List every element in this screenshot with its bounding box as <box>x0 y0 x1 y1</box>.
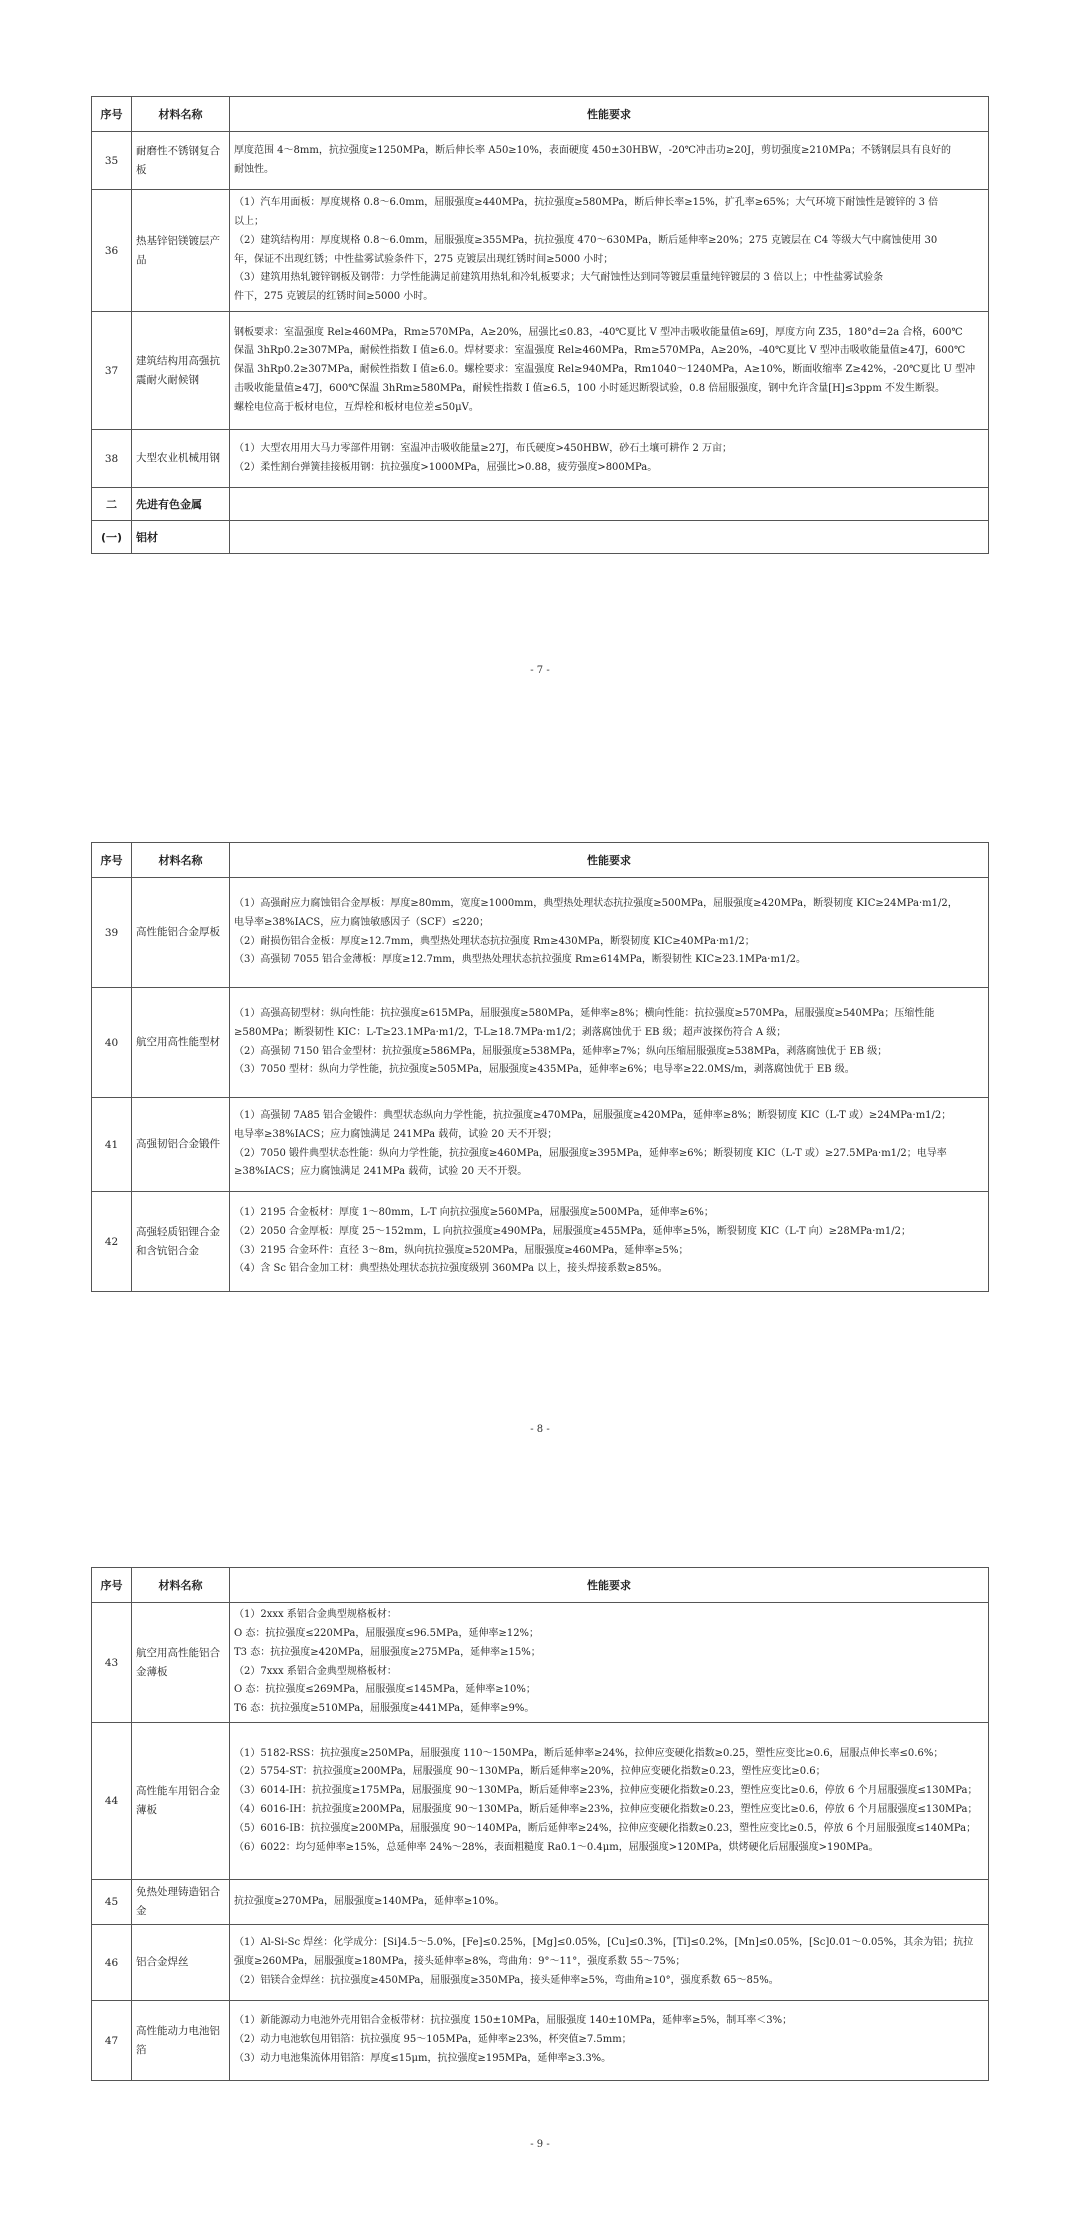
table-row <box>92 430 989 488</box>
requirement-line: （1）2195 合金板材：厚度 1～80mm，L-T 向抗拉强度≥560MPa，屈服强度≥500MPa，延伸率≥6%； <box>234 1206 714 1218</box>
material-name: 建筑结构用高强抗震耐火耐候钢 <box>132 312 230 430</box>
requirement-line: （4）含 Sc 铝合金加工材：典型热处理状态抗拉强度级别 360MPa 以上，接头焊接系数≥85%。 <box>234 1263 668 1275</box>
requirement-line: 保温 3hRp0.2≥307MPa，耐候性指数 I 值≥6.0。螺栓要求：室温强度 Rel≥940MPa，Rm1040～1240MPa，A≥10%，断面收缩率 Z≥42%，-20℃夏比 U 型冲 <box>234 364 976 376</box>
table-row <box>92 312 989 430</box>
table-row <box>92 1723 989 1880</box>
requirement-line: （3）2195 合金环件：直径 3～8m，纵向抗拉强度≥520MPa，屈服强度≥460MPa，延伸率≥5%； <box>234 1244 689 1256</box>
requirement-line: 电导率≥38%IACS，应力腐蚀敏感因子（SCF）≤220； <box>234 916 490 928</box>
table-row <box>92 2001 989 2081</box>
page-number: - 7 - <box>530 665 550 676</box>
row-number: 43 <box>92 1603 132 1723</box>
performance-requirement <box>230 988 989 1098</box>
row-number: 45 <box>92 1880 132 1925</box>
row-number: 47 <box>92 2001 132 2081</box>
requirement-line: O 态：抗拉强度≤269MPa，屈服强度≤145MPa，延伸率≥10%； <box>234 1684 536 1696</box>
requirement-line: （2）7050 锻件典型状态性能：纵向力学性能，抗拉强度≥460MPa，屈服强度≥395MPa，延伸率≥6%；断裂韧度 KIC（L-T 或）≥27.5MPa·m1/2；电导率 <box>234 1147 947 1159</box>
requirement-line: （3）动力电池集流体用铝箔：厚度≤15μm，抗拉强度≥195MPa，延伸率≥3.3%。 <box>234 2052 612 2064</box>
requirement-line: 厚度范围 4～8mm，抗拉强度≥1250MPa，断后伸长率 A50≥10%，表面硬度 450±30HBW，-20℃冲击功≥20J，剪切强度≥210MPa；不锈钢层具有良好的 <box>234 144 951 156</box>
requirement-line: 钢板要求：室温强度 Rel≥460MPa，Rm≥570MPa，A≥20%，屈强比≤0.83，-40℃夏比 V 型冲击吸收能量值≥69J，厚度方向 Z35，180°d=2a 合格，600℃ <box>234 326 963 338</box>
row-number: 39 <box>92 878 132 988</box>
row-number: 41 <box>92 1098 132 1192</box>
table-row <box>92 132 989 190</box>
requirement-line: （6）6022：均匀延伸率≥15%，总延伸率 24%～28%，表面粗糙度 Ra0.1～0.4μm，屈服强度>120MPa，烘烤硬化后屈服强度>190MPa。 <box>234 1841 879 1853</box>
section-row <box>92 521 989 554</box>
table-header-row <box>92 1568 989 1603</box>
row-number: 37 <box>92 312 132 430</box>
row-number: 35 <box>92 132 132 190</box>
performance-requirement <box>230 1098 989 1192</box>
material-name: 铝材 <box>132 521 230 554</box>
table-row <box>92 1880 989 1925</box>
requirement-line: （2）高强韧 7150 铝合金型材：抗拉强度≥586MPa，屈服强度≥538MPa，延伸率≥7%；纵向压缩屈服强度≥538MPa，剥落腐蚀优于 EB 级； <box>234 1045 888 1057</box>
requirement-line: 抗拉强度≥270MPa，屈服强度≥140MPa，延伸率≥10%。 <box>234 1895 505 1907</box>
material-name: 航空用高性能型材 <box>132 988 230 1098</box>
requirement-line: （2）2050 合金厚板：厚度 25～152mm，L 向抗拉强度≥490MPa，屈服强度≥455MPa，延伸率≥5%，断裂韧度 KIC（L-T 向）≥28MPa·m1/2； <box>234 1225 912 1237</box>
requirement-line: 保温 3hRp0.2≥307MPa，耐候性指数 I 值≥6.0。焊材要求：室温强度 Rel≥460MPa，Rm≥570MPa，A≥20%，-40℃夏比 V 型冲击吸收能量值≥47J，600℃ <box>234 345 966 357</box>
row-number: 46 <box>92 1925 132 2001</box>
material-name: 铝合金焊丝 <box>132 1925 230 2001</box>
performance-requirement <box>230 521 989 554</box>
material-name: 航空用高性能铝合金薄板 <box>132 1603 230 1723</box>
performance-requirement <box>230 190 989 312</box>
requirement-line: （3）高强韧 7055 铝合金薄板：厚度≥12.7mm，典型热处理状态抗拉强度 Rm≥614MPa，断裂韧性 KIC≥23.1MPa·m1/2。 <box>234 954 807 966</box>
material-name: 高性能动力电池铝箔 <box>132 2001 230 2081</box>
performance-requirement <box>230 1723 989 1880</box>
requirement-line: （4）6016-IH：抗拉强度≥200MPa，屈服强度 90～130MPa，断后延伸率≥23%，拉伸应变硬化指数≥0.23，塑性应变比≥0.6，停放 6 个月屈服强度≤130MPa； <box>234 1804 978 1815</box>
requirement-line: （5）6016-IB：抗拉强度≥200MPa，屈服强度 90～140MPa，断后延伸率≥24%，拉伸应变硬化指数≥0.23，塑性应变比≥0.5，停放 6 个月屈服强度≤140MPa； <box>234 1822 977 1834</box>
requirement-line: （2）耐损伤铝合金板：厚度≥12.7mm，典型热处理状态抗拉强度 Rm≥430MPa，断裂韧度 KIC≥40MPa·m1/2； <box>234 935 755 947</box>
requirement-line: （2）5754-ST：抗拉强度≥200MPa，屈服强度 90～130MPa，断后延伸率≥20%，拉伸应变硬化指数≥0.23，塑性应变比≥0.6； <box>234 1766 826 1778</box>
requirements-table <box>91 842 989 1292</box>
row-number: 44 <box>92 1723 132 1880</box>
performance-requirement <box>230 878 989 988</box>
table-header-row <box>92 843 989 878</box>
material-name: 高性能车用铝合金薄板 <box>132 1723 230 1880</box>
section-row <box>92 488 989 521</box>
requirement-line: 年，保证不出现红锈；中性盐雾试验条件下，275 克镀层出现红锈时间≥5000 小时； <box>234 253 614 265</box>
requirement-line: 击吸收能量值≥47J，600℃保温 3hRm≥580MPa，耐候性指数 I 值≥6.5，100 小时延迟断裂试验，0.8 倍屈服强度，钢中允许含量[H]≤3ppm 不发生断裂。 <box>234 382 945 394</box>
requirement-line: 件下，275 克镀层的红锈时间≥5000 小时。 <box>234 291 434 303</box>
material-name: 大型农业机械用钢 <box>132 430 230 488</box>
requirement-line: 强度≥260MPa，屈服强度≥180MPa，接头延伸率≥8%，弯曲角：9°～11°，强度系数 55～75%； <box>234 1956 686 1968</box>
requirement-line: （1）高强耐应力腐蚀铝合金厚板：厚度≥80mm，宽度≥1000mm，典型热处理状态抗拉强度≥500MPa，屈服强度≥420MPa，断裂韧度 KIC≥24MPa·m1/2， <box>234 897 958 909</box>
material-name: 耐磨性不锈钢复合板 <box>132 132 230 190</box>
performance-requirement <box>230 132 989 190</box>
performance-requirement <box>230 1880 989 1925</box>
row-number: (一) <box>92 521 132 554</box>
requirement-line: 以上； <box>234 215 264 227</box>
page-number: - 8 - <box>530 1424 550 1435</box>
requirement-line: （1）高强韧 7A85 铝合金锻件：典型状态纵向力学性能，抗拉强度≥470MPa，屈服强度≥420MPa，延伸率≥8%；断裂韧度 KIC（L-T 或）≥24MPa·m1/2； <box>234 1109 952 1121</box>
row-number: 38 <box>92 430 132 488</box>
table-row <box>92 878 989 988</box>
material-name: 免热处理铸造铝合金 <box>132 1880 230 1925</box>
requirement-line: （1）高强高韧型材：纵向性能：抗拉强度≥615MPa，屈服强度≥580MPa，延伸率≥8%；横向性能：抗拉强度≥570MPa，屈服强度≥540MPa；压缩性能 <box>234 1007 935 1019</box>
performance-requirement <box>230 1192 989 1292</box>
requirement-line: （1）2xxx 系铝合金典型规格板材： <box>234 1609 397 1621</box>
material-name: 先进有色金属 <box>132 488 230 521</box>
col-header-name: 材料名称 <box>132 843 230 878</box>
row-number: 二 <box>92 488 132 521</box>
performance-requirement <box>230 2001 989 2081</box>
row-number: 40 <box>92 988 132 1098</box>
requirement-line: （1）Al-Si-Sc 焊丝：化学成分：[Si]4.5～5.0%，[Fe]≤0.25%，[Mg]≤0.05%，[Cu]≤0.3%，[Ti]≤0.2%，[Mn]≤0.05%，[Sc]0.01～0.05%，其余为铝；抗拉 <box>234 1937 974 1949</box>
requirement-line: T3 态：抗拉强度≥420MPa，屈服强度≥275MPa，延伸率≥15%； <box>234 1646 541 1658</box>
material-name: 热基锌铝镁镀层产品 <box>132 190 230 312</box>
table-header-row <box>92 97 989 132</box>
col-header-no: 序号 <box>92 843 132 878</box>
performance-requirement <box>230 430 989 488</box>
performance-requirement <box>230 488 989 521</box>
requirement-line: O 态：抗拉强度≤220MPa，屈服强度≤96.5MPa，延伸率≥12%； <box>234 1627 540 1639</box>
requirement-line: （1）大型农用用大马力零部件用钢：室温冲击吸收能量≥27J，布氏硬度>450HBW，砂石土壤可耕作 2 万亩； <box>234 442 733 454</box>
requirement-line: （2）7xxx 系铝合金典型规格板材： <box>234 1665 397 1677</box>
requirement-line: （3）7050 型材：纵向力学性能，抗拉强度≥505MPa，屈服强度≥435MPa，延伸率≥6%；电导率≥22.0MS/m，剥落腐蚀优于 EB 级。 <box>234 1064 855 1076</box>
col-header-name: 材料名称 <box>132 1568 230 1603</box>
requirement-line: （1）汽车用面板：厚度规格 0.8～6.0mm，屈服强度≥440MPa，抗拉强度≥580MPa，断后伸长率≥15%，扩孔率≥65%；大气环境下耐蚀性是镀锌的 3 倍 <box>234 197 939 209</box>
row-number: 42 <box>92 1192 132 1292</box>
performance-requirement <box>230 1603 989 1723</box>
col-header-requirements: 性能要求 <box>230 1568 989 1603</box>
material-name: 高强韧铝合金锻件 <box>132 1098 230 1192</box>
requirement-line: （2）铝镁合金焊丝：抗拉强度≥450MPa，屈服强度≥350MPa，接头延伸率≥5%，弯曲角≥10°，强度系数 65～85%。 <box>234 1974 779 1986</box>
table-row <box>92 1603 989 1723</box>
table-row <box>92 1192 989 1292</box>
requirement-line: ≥580MPa；断裂韧性 KIC：L-T≥23.1MPa·m1/2，T-L≥18.7MPa·m1/2；剥落腐蚀优于 EB 级；超声波探伤符合 A 级； <box>234 1026 787 1038</box>
table-row <box>92 1098 989 1192</box>
requirement-line: （3）6014-IH：抗拉强度≥175MPa，屈服强度 90～130MPa，断后延伸率≥23%，拉伸应变硬化指数≥0.23，塑性应变比≥0.6，停放 6 个月屈服强度≤130MPa； <box>234 1785 978 1797</box>
page-number: - 9 - <box>530 2139 550 2150</box>
col-header-requirements: 性能要求 <box>230 843 989 878</box>
table-row <box>92 988 989 1098</box>
table-row <box>92 1925 989 2001</box>
requirement-line: 耐蚀性。 <box>234 163 274 175</box>
performance-requirement <box>230 1925 989 2001</box>
requirement-line: ≥38%IACS；应力腐蚀满足 241MPa 载荷，试验 20 天不开裂。 <box>234 1166 528 1178</box>
requirements-table <box>91 96 989 554</box>
requirement-line: 螺栓电位高于板材电位，互焊栓和板材电位差≤50μV。 <box>234 401 479 413</box>
requirement-line: （2）建筑结构用：厚度规格 0.8～6.0mm，屈服强度≥355MPa，抗拉强度 470～630MPa，断后延伸率≥20%；275 克镀层在 C4 等级大气中腐蚀使用 30 <box>234 234 938 246</box>
requirement-line: （2）动力电池软包用铝箔：抗拉强度 95～105MPa，延伸率≥23%，杯突值≥7.5mm； <box>234 2034 632 2046</box>
col-header-no: 序号 <box>92 97 132 132</box>
performance-requirement <box>230 312 989 430</box>
col-header-name: 材料名称 <box>132 97 230 132</box>
requirements-table <box>91 1567 989 2081</box>
requirement-line: （2）柔性割台弹簧挂接板用钢：抗拉强度>1000MPa，屈强比>0.88，疲劳强度>800MPa。 <box>234 461 658 473</box>
requirement-line: （3）建筑用热轧镀锌钢板及钢带：力学性能满足前建筑用热轧和冷轧板要求；大气耐蚀性达到同等镀层重量纯锌镀层的 3 倍以上；中性盐雾试验条 <box>234 272 884 284</box>
requirement-line: （1）5182-RSS：抗拉强度≥250MPa，屈服强度 110～150MPa，断后延伸率≥24%，拉伸应变硬化指数≥0.25，塑性应变比≥0.6，屈服点伸长率≤0.6%； <box>234 1747 944 1759</box>
col-header-no: 序号 <box>92 1568 132 1603</box>
row-number: 36 <box>92 190 132 312</box>
material-name: 高性能铝合金厚板 <box>132 878 230 988</box>
requirement-line: T6 态：抗拉强度≥510MPa，屈服强度≥441MPa，延伸率≥9%。 <box>234 1703 535 1715</box>
material-name: 高强轻质铝锂合金和含钪铝合金 <box>132 1192 230 1292</box>
col-header-requirements: 性能要求 <box>230 97 989 132</box>
requirement-line: （1）新能源动力电池外壳用铝合金板带材：抗拉强度 150±10MPa，屈服强度 140±10MPa，延伸率≥5%，制耳率＜3%； <box>234 2015 793 2027</box>
table-row <box>92 190 989 312</box>
requirement-line: 电导率≥38%IACS；应力腐蚀满足 241MPa 载荷，试验 20 天不开裂； <box>234 1128 558 1140</box>
